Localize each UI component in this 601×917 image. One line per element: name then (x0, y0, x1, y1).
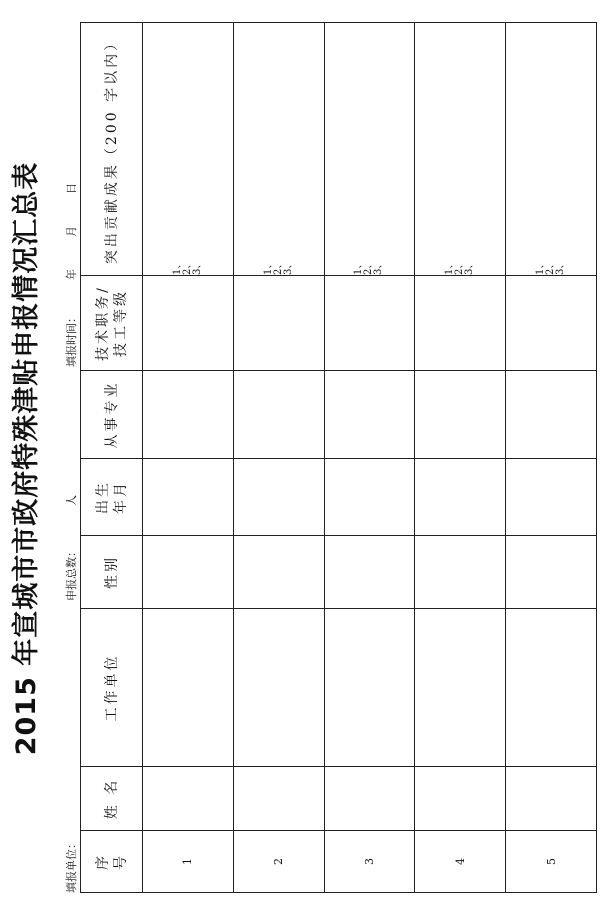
achievement-item: 2、 (363, 258, 375, 275)
table-row (506, 23, 597, 893)
row-seq: 5 (506, 831, 597, 893)
achievement-item: 3、 (464, 258, 476, 275)
header-title: 技术职务/ 技工等级 (81, 276, 143, 371)
header-achievements: 突出贡献成果（200 字以内） (81, 23, 143, 276)
cell-specialty (233, 371, 324, 459)
row-seq: 1 (143, 831, 234, 893)
summary-table (80, 22, 597, 893)
achievement-item: 2、 (454, 258, 466, 275)
cell-workplace (506, 609, 597, 767)
header-seq: 序 号 (81, 831, 143, 893)
report-unit (63, 838, 79, 893)
achievement-item: 3、 (373, 258, 385, 275)
cell-achievements (233, 23, 324, 276)
cell-name (506, 767, 597, 831)
report-date-day: 日 (65, 183, 78, 194)
cell-birth (506, 459, 597, 536)
cell-title (324, 276, 415, 371)
page-title: 2015 年宣城市市政府特殊津贴申报情况汇总表 (11, 161, 42, 756)
row-seq: 3 (324, 831, 415, 893)
cell-name (324, 767, 415, 831)
table-row (143, 23, 234, 893)
report-date-label: 填报时间： (65, 312, 78, 367)
cell-achievements (324, 23, 415, 276)
report-total (63, 495, 79, 601)
report-total-unit: 人 (65, 495, 78, 506)
cell-workplace (143, 609, 234, 767)
cell-specialty (143, 371, 234, 459)
achievement-item: 3、 (555, 258, 567, 275)
table-row (415, 23, 506, 893)
achievement-item: 1、 (353, 258, 365, 275)
report-unit-label: 填报单位： (65, 838, 78, 893)
cell-gender (506, 536, 597, 609)
header-name: 姓 名 (81, 767, 143, 831)
achievement-item: 2、 (181, 258, 193, 275)
header-specialty: 从事专业 (81, 371, 143, 459)
report-date (63, 183, 79, 367)
cell-title (143, 276, 234, 371)
cell-birth (143, 459, 234, 536)
cell-title (233, 276, 324, 371)
cell-achievements (415, 23, 506, 276)
header-birth: 出生 年月 (81, 459, 143, 536)
cell-birth (233, 459, 324, 536)
cell-name (143, 767, 234, 831)
achievement-item: 2、 (545, 258, 557, 275)
cell-gender (415, 536, 506, 609)
achievement-item: 2、 (272, 258, 284, 275)
cell-workplace (415, 609, 506, 767)
achievement-item: 3、 (191, 258, 203, 275)
cell-birth (324, 459, 415, 536)
achievement-item: 1、 (262, 258, 274, 275)
cell-name (415, 767, 506, 831)
cell-workplace (324, 609, 415, 767)
achievement-item: 3、 (282, 258, 294, 275)
cell-gender (324, 536, 415, 609)
cell-gender (233, 536, 324, 609)
cell-workplace (233, 609, 324, 767)
table-row (324, 23, 415, 893)
cell-specialty (415, 371, 506, 459)
cell-specialty (324, 371, 415, 459)
cell-title (506, 276, 597, 371)
header-workplace: 工作单位 (81, 609, 143, 767)
cell-achievements (506, 23, 597, 276)
report-total-label: 申报总数： (65, 546, 78, 601)
cell-achievements (143, 23, 234, 276)
row-seq: 2 (233, 831, 324, 893)
achievement-item: 1、 (444, 258, 456, 275)
report-date-month: 月 (65, 226, 78, 237)
row-seq: 4 (415, 831, 506, 893)
cell-title (415, 276, 506, 371)
header-gender: 性别 (81, 536, 143, 609)
report-date-year: 年 (65, 269, 78, 280)
achievement-item: 1、 (171, 258, 183, 275)
table-row (233, 23, 324, 893)
cell-gender (143, 536, 234, 609)
table-header-row (81, 23, 143, 893)
cell-name (233, 767, 324, 831)
achievement-item: 1、 (535, 258, 547, 275)
cell-birth (415, 459, 506, 536)
cell-specialty (506, 371, 597, 459)
